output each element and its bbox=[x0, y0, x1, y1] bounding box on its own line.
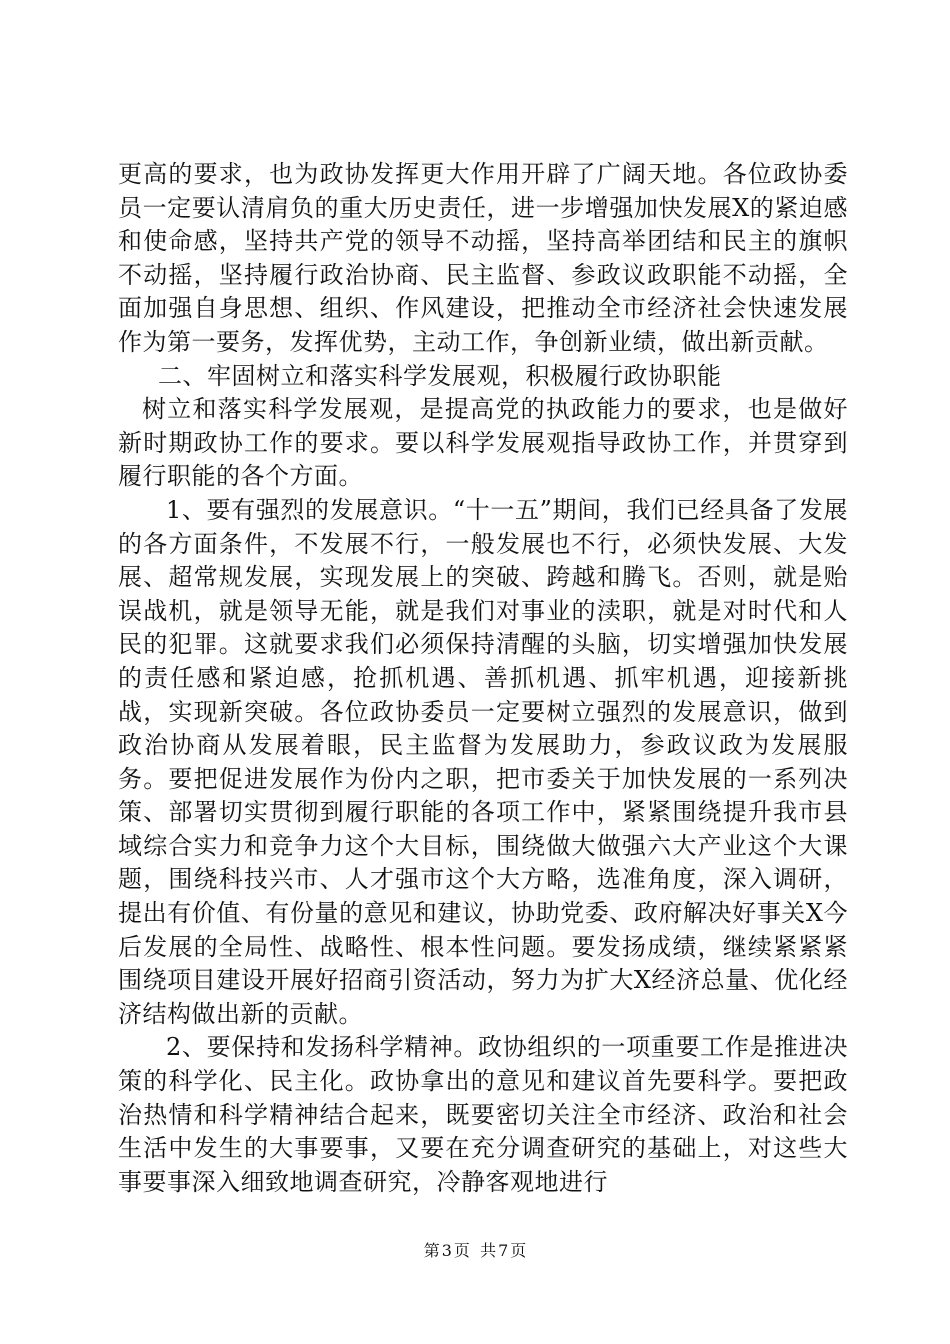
current-page-number: 3 bbox=[441, 1241, 452, 1260]
body-paragraph-item-1: 1、要有强烈的发展意识。“十一五”期间，我们已经具备了发展的各方面条件，不发展不行，一般发展也不行，必须快发展、大发展、超常规发展，实现发展上的突破、跨越和腾飞。否则，就是贻误战机，就是领导无能，就是我们对事业的渎职，就是对时代和人民的犯罪。这就要求我们必须保持清醒的头脑，切实增强加快发展的责任感和紧迫感，抢抓机遇、善抓机遇、抓牢机遇，迎接新挑战，实现新突破。各位政协委员一定要树立强烈的发展意识，做到政治协商从发展着眼，民主监督为发展助力，参政议政为发展服务。要把促进发展作为份内之职，把市委关于加快发展的一系列决策、部署切实贯彻到履行职能的各项工作中，紧紧围绕提升我市县域综合实力和竞争力这个大目标，围绕做大做强六大产业这个大课题，围绕科技兴市、人才强市这个大方略，选准角度，深入调研，提出有价值、有份量的意见和建议，协助党委、政府解决好事关X今后发展的全局性、战略性、根本性问题。要发扬成绩，继续紧紧紧围绕项目建设开展好招商引资活动，努力为扩大X经济总量、优化经济结构做出新的贡献。 bbox=[118, 495, 848, 1028]
body-paragraph-continued: 更高的要求，也为政协发挥更大作用开辟了广阔天地。各位政协委员一定要认清肩负的重大历史责任，进一步增强加快发展X的紧迫感和使命感，坚持共产党的领导不动摇，坚持高举团结和民主的旗帜不动摇，坚持履行政治协商、民主监督、参政议政职能不动摇，全面加强自身思想、组织、作风建设，把推动全市经济社会快速发展作为第一要务，发挥优势，主动工作，争创新业绩，做出新贡献。 bbox=[118, 160, 848, 356]
page-label-prefix: 第 bbox=[423, 1241, 440, 1260]
body-paragraph: 树立和落实科学发展观，是提高党的执政能力的要求，也是做好新时期政协工作的要求。要以科学发展观指导政协工作，并贯穿到履行职能的各个方面。 bbox=[118, 395, 848, 491]
section-heading: 二、牢固树立和落实科学发展观，积极履行政协职能 bbox=[158, 361, 722, 390]
page-label-mid: 页 共 bbox=[453, 1241, 497, 1260]
body-paragraph-item-2: 2、要保持和发扬科学精神。政协组织的一项重要工作是推进决策的科学化、民主化。政协拿出的意见和建议首先要科学。要把政治热情和科学精神结合起来，既要密切关注全市经济、政治和社会生活中发生的大事要事，又要在充分调查研究的基础上，对这些大事要事深入细致地调查研究，冷静客观地进行 bbox=[118, 1033, 848, 1196]
page-label-suffix: 页 bbox=[510, 1241, 527, 1260]
page-footer bbox=[0, 1238, 950, 1261]
document-body bbox=[118, 158, 848, 1199]
total-pages-number: 7 bbox=[498, 1241, 509, 1260]
